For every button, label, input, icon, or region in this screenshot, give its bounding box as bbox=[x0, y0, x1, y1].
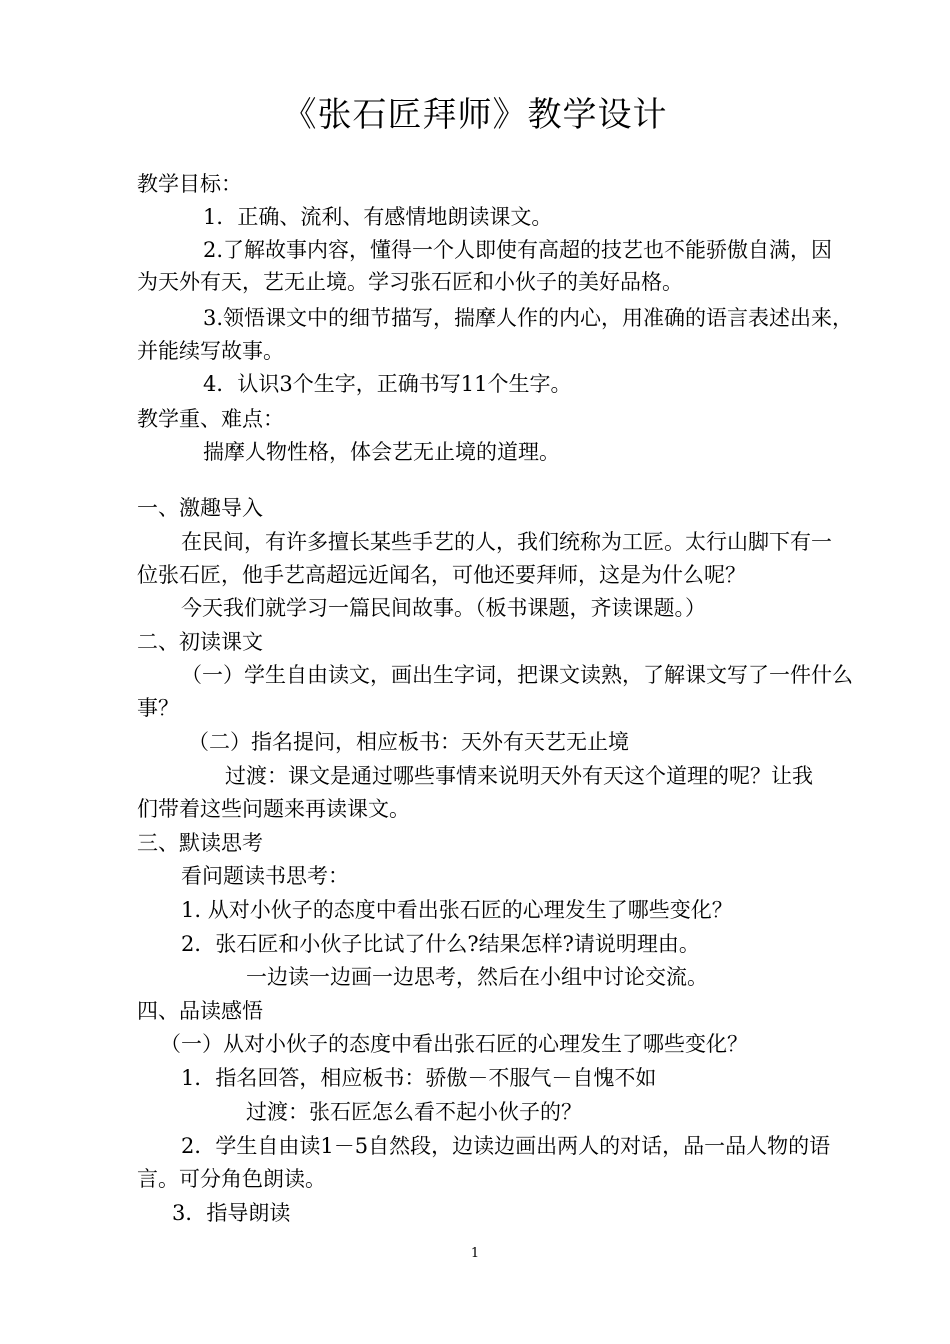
section-3-paragraph-2: 一边读一边画一边思考，然后在小组中讨论交流。 bbox=[246, 965, 708, 989]
section-2-paragraph-2: （二）指名提问，相应板书：天外有天艺无止境 bbox=[188, 730, 629, 754]
section-3-heading: 三、默读思考 bbox=[137, 831, 263, 855]
section-4-item-2-line-2: 言。可分角色朗读。 bbox=[137, 1167, 326, 1191]
section-1-paragraph-1-line-1: 在民间，有许多擅长某些手艺的人，我们统称为工匠。太行山脚下有一 bbox=[181, 530, 832, 554]
section-4-item-2-line-1: 2．学生自由读1－5自然段，边读边画出两人的对话，品一品人物的语 bbox=[181, 1134, 831, 1158]
section-1-paragraph-2: 今天我们就学习一篇民间故事。（板书课题，齐读课题。） bbox=[181, 596, 706, 620]
section-2-heading: 二、初读课文 bbox=[137, 630, 263, 654]
section-3-question-2: 2．张石匠和小伙子比试了什么?结果怎样?请说明理由。 bbox=[181, 932, 700, 956]
section-3-question-1: 1. 从对小伙子的态度中看出张石匠的心理发生了哪些变化？ bbox=[181, 898, 733, 922]
section-2-transition-line-1: 过渡：课文是通过哪些事情来说明天外有天这个道理的呢？让我 bbox=[225, 764, 813, 788]
page-number: 1 bbox=[470, 1246, 480, 1261]
goal-item-1: 1．正确、流利、有感情地朗读课文。 bbox=[203, 205, 553, 229]
section-4-item-3: 3．指导朗读 bbox=[172, 1201, 291, 1225]
section-4-transition: 过渡：张石匠怎么看不起小伙子的？ bbox=[246, 1100, 582, 1124]
goal-item-4: 4．认识3个生字，正确书写11个生字。 bbox=[203, 372, 572, 396]
document-title: 《张石匠拜师》教学设计 bbox=[282, 95, 668, 135]
keypoints-text: 揣摩人物性格，体会艺无止境的道理。 bbox=[203, 440, 560, 464]
goals-heading: 教学目标： bbox=[137, 172, 242, 196]
goal-item-3-line-2: 并能续写故事。 bbox=[137, 339, 284, 363]
section-2-paragraph-1-line-1: （一）学生自由读文，画出生字词，把课文读熟，了解课文写了一件什么 bbox=[181, 663, 853, 687]
section-4-heading: 四、品读感悟 bbox=[137, 999, 263, 1023]
section-2-transition-line-2: 们带着这些问题来再读课文。 bbox=[137, 797, 410, 821]
section-4-item-1: 1．指名回答，相应板书：骄傲－不服气－自愧不如 bbox=[181, 1066, 657, 1090]
goal-item-2-line-2: 为天外有天，艺无止境。学习张石匠和小伙子的美好品格。 bbox=[137, 270, 683, 294]
goal-item-3-line-1: 3.领悟课文中的细节描写，揣摩人作的内心，用准确的语言表述出来， bbox=[203, 306, 854, 330]
section-2-paragraph-1-line-2: 事？ bbox=[137, 696, 179, 720]
section-1-heading: 一、激趣导入 bbox=[137, 496, 263, 520]
section-1-paragraph-1-line-2: 位张石匠，他手艺高超远近闻名，可他还要拜师，这是为什么呢？ bbox=[137, 563, 746, 587]
section-4-subheading-1: （一）从对小伙子的态度中看出张石匠的心理发生了哪些变化？ bbox=[160, 1032, 748, 1056]
goal-item-2-line-1: 2.了解故事内容，懂得一个人即使有高超的技艺也不能骄傲自满，因 bbox=[203, 238, 833, 262]
section-3-paragraph-1: 看问题读书思考： bbox=[181, 864, 349, 888]
keypoints-heading: 教学重、难点： bbox=[137, 407, 284, 431]
